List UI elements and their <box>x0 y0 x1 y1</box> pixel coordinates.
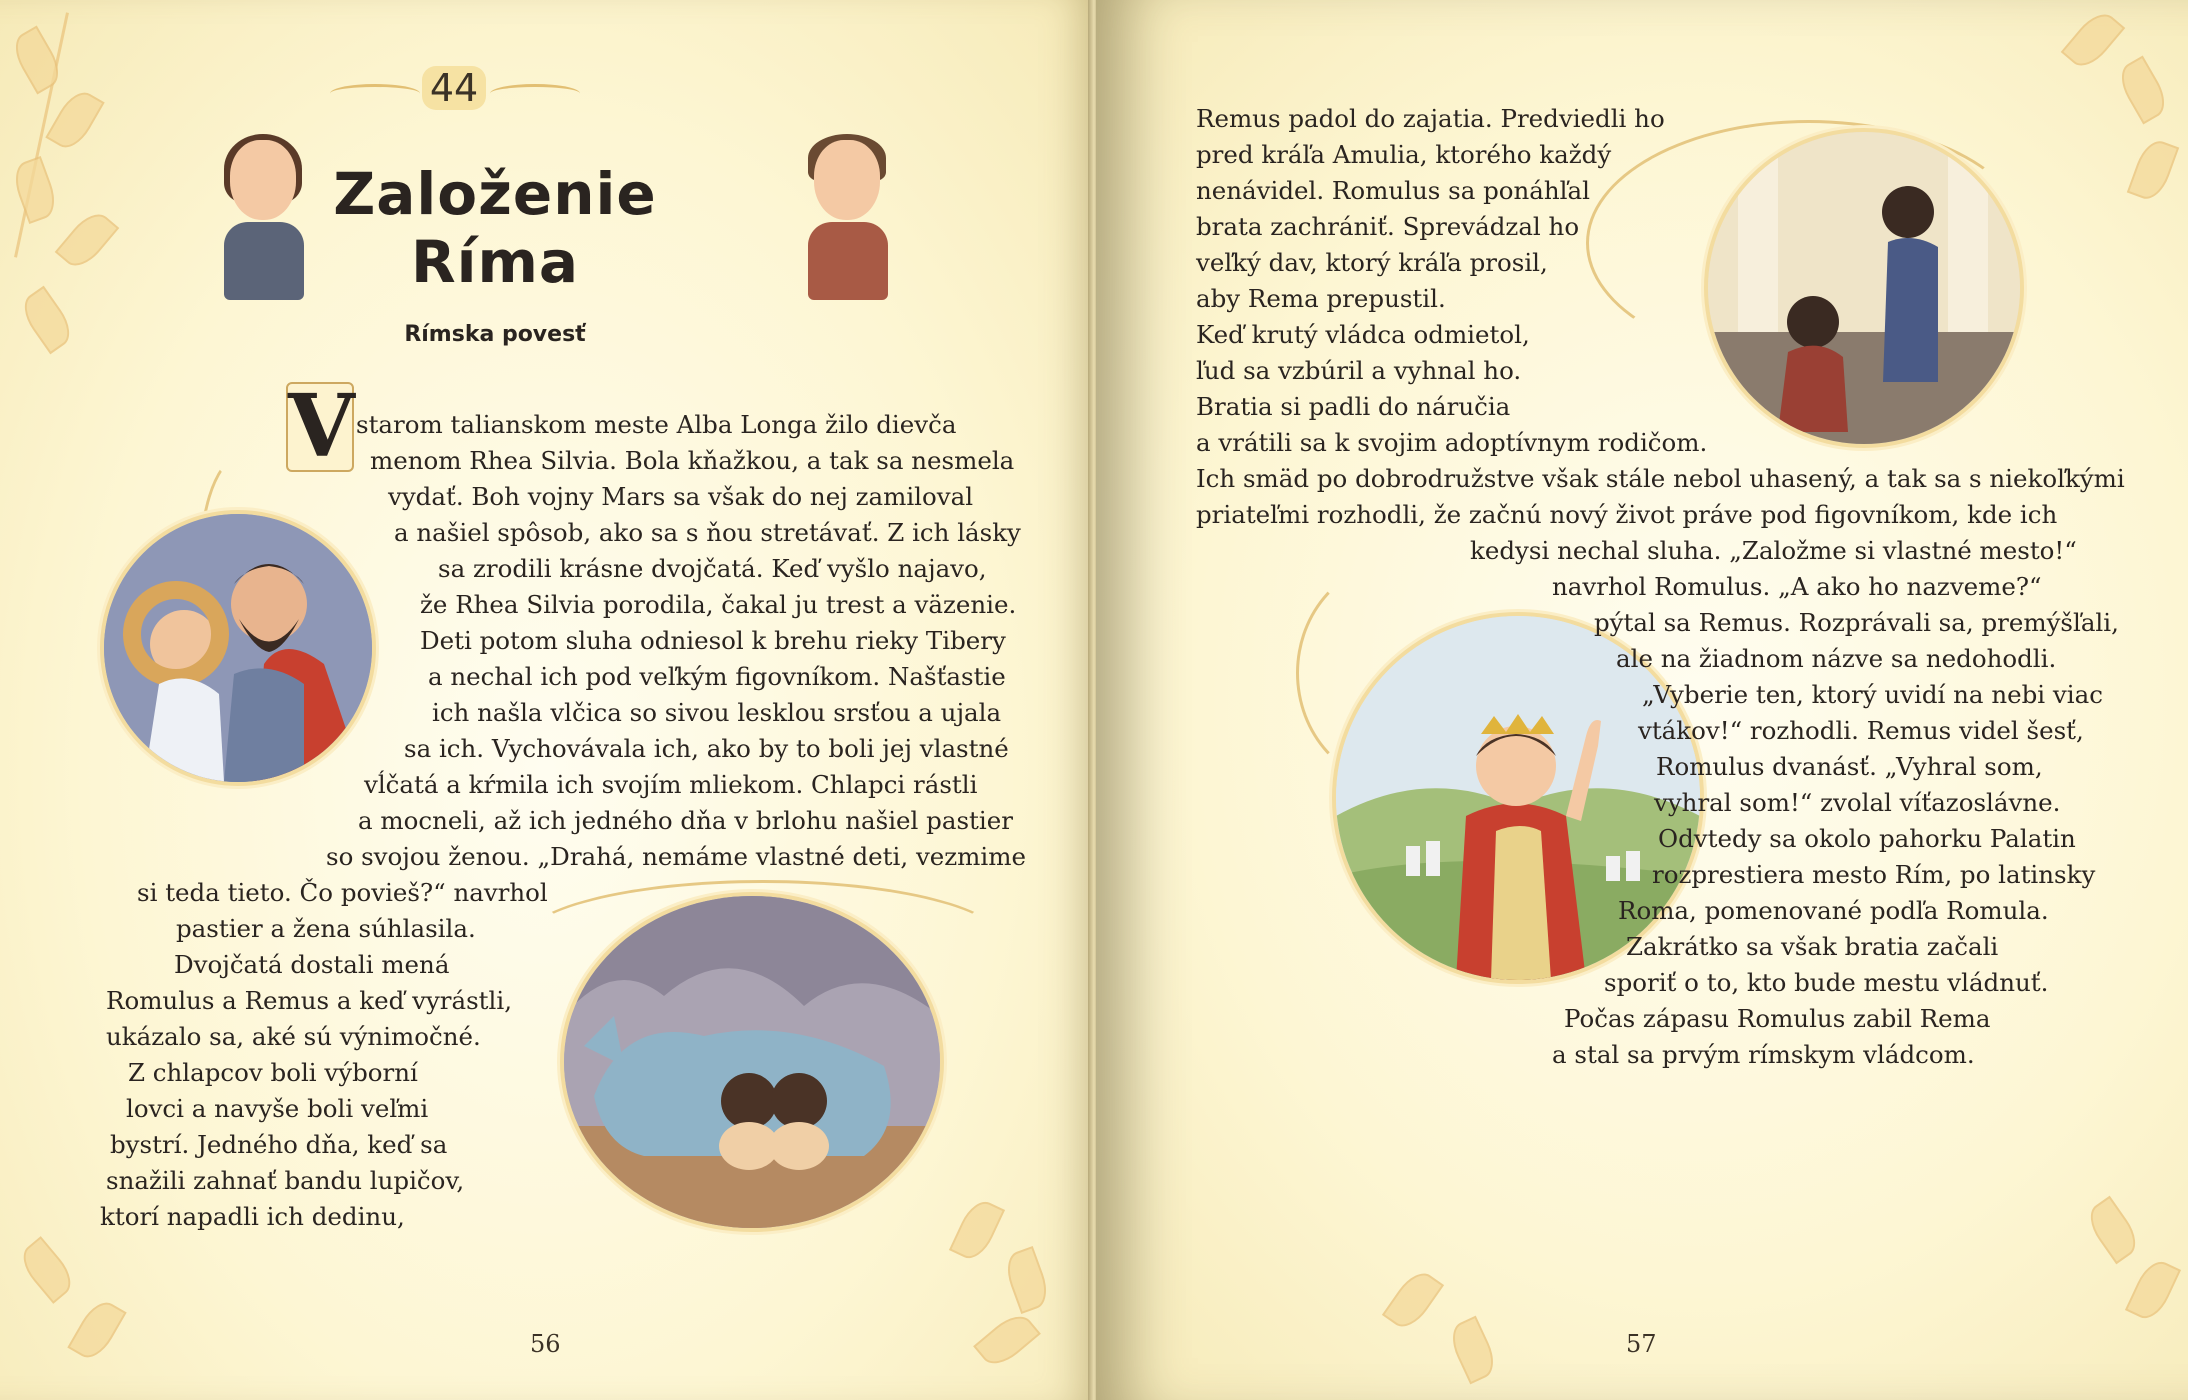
text-line: a mocneli, až ich jedného dňa v brlohu našiel pastier <box>358 806 1013 835</box>
text-line: nenávidel. Romulus sa ponáhľal <box>1196 176 1590 205</box>
text-line: navrhol Romulus. „A ako ho nazveme?“ <box>1552 572 2042 601</box>
right-page <box>1096 0 2188 1400</box>
text-line: priateľmi rozhodli, že začnú nový život práve pod figovníkom, kde ich <box>1196 500 2058 529</box>
leaf-ornament <box>2082 1196 2144 1265</box>
leaf-ornament <box>2061 6 2126 74</box>
text-line: Romulus dvanásť. „Vyhral som, <box>1656 752 2043 781</box>
text-line: Remus padol do zajatia. Predviedli ho <box>1196 104 1665 133</box>
text-line: ale na žiadnom názve sa nedohodli. <box>1616 644 2057 673</box>
text-line: si teda tieto. Čo povieš?“ navrhol <box>137 878 548 907</box>
text-line: a našiel spôsob, ako sa s ňou stretávať. Z ich lásky <box>394 518 1021 547</box>
page-number: 57 <box>1626 1330 1657 1358</box>
text-line: Počas zápasu Romulus zabil Rema <box>1564 1004 1991 1033</box>
text-line: kedysi nechal sluha. „Založme si vlastné mesto!“ <box>1470 536 2077 565</box>
title-line-1: Založenie <box>333 160 657 228</box>
text-line: menom Rhea Silvia. Bola kňažkou, a tak sa nesmela <box>370 446 1015 475</box>
swirl-ornament <box>490 84 580 103</box>
story-title <box>330 160 660 296</box>
swirl-ornament <box>330 84 420 103</box>
text-line: ktorí napadli ich dedinu, <box>100 1202 405 1231</box>
leaf-ornament <box>16 286 78 355</box>
text-line: Dvojčatá dostali mená <box>174 950 450 979</box>
romulus-figure <box>798 140 898 300</box>
leaf-ornament <box>2125 1256 2181 1325</box>
text-line: pastier a žena súhlasila. <box>176 914 476 943</box>
text-line: Deti potom sluha odniesol k brehu rieky Tibery <box>420 626 1006 655</box>
text-line: vydať. Boh vojny Mars sa však do nej zamiloval <box>388 482 974 511</box>
text-line: Ich smäd po dobrodružstve však stále nebol uhasený, a tak sa s niekoľkými <box>1196 464 2125 493</box>
text-line: vyhral som!“ zvolal víťazoslávne. <box>1654 788 2061 817</box>
story-subtitle: Rímska povesť <box>404 322 586 347</box>
text-line: lovci a navyše boli veľmi <box>126 1094 429 1123</box>
text-line: pred kráľa Amulia, ktorého každý <box>1196 140 1612 169</box>
text-line: že Rhea Silvia porodila, čakal ju trest a väzenie. <box>420 590 1017 619</box>
text-line: bystrí. Jedného dňa, keď sa <box>110 1130 448 1159</box>
leaf-ornament <box>2113 56 2172 125</box>
text-line: „Vyberie ten, ktorý uvidí na nebi viac <box>1642 680 2103 709</box>
title-line-2: Ríma <box>410 228 580 296</box>
text-line: Keď krutý vládca odmietol, <box>1196 320 1530 349</box>
text-line: Romulus a Remus a keď vyrástli, <box>106 986 512 1015</box>
text-line: sa ich. Vychovávala ich, ako by to boli jej vlastné <box>404 734 1009 763</box>
text-line: sa zrodili krásne dvojčatá. Keď vyšlo najavo, <box>438 554 987 583</box>
page-number: 56 <box>530 1330 561 1358</box>
text-line: vtákov!“ rozhodli. Remus videl šesť, <box>1638 716 2084 745</box>
leaf-ornament <box>9 156 61 224</box>
leaf-ornament <box>55 206 120 274</box>
text-line: brata zachrániť. Sprevádzal ho <box>1196 212 1580 241</box>
leaf-ornament <box>1382 1266 1444 1335</box>
text-line: Zakrátko sa však bratia začali <box>1626 932 1999 961</box>
story-number: 44 <box>422 66 486 110</box>
leaf-ornament <box>15 1236 80 1304</box>
wolf-twins-illustration <box>560 892 944 1232</box>
left-page <box>0 0 1092 1400</box>
brothers-reunion-illustration <box>1704 128 2024 448</box>
text-line: snažili zahnať bandu lupičov, <box>106 1166 465 1195</box>
text-line: a vrátili sa k svojim adoptívnym rodičom. <box>1196 428 1708 457</box>
text-line: veľký dav, ktorý kráľa prosil, <box>1196 248 1548 277</box>
leaf-ornament <box>2127 136 2179 204</box>
text-line: Z chlapcov boli výborní <box>128 1058 418 1087</box>
text-line: pýtal sa Remus. Rozprávali sa, premýšľali, <box>1594 608 2119 637</box>
text-line: Odvtedy sa okolo pahorku Palatin <box>1658 824 2076 853</box>
text-line: aby Rema prepustil. <box>1196 284 1446 313</box>
text-line: a stal sa prvým rímskym vládcom. <box>1552 1040 1975 1069</box>
text-line: starom talianskom meste Alba Longa žilo dievča <box>356 410 957 439</box>
text-line: sporiť o to, kto bude mestu vládnuť. <box>1604 968 2049 997</box>
drop-cap: V <box>288 376 355 477</box>
story-number-badge <box>330 58 580 118</box>
leaf-ornament <box>973 1308 1041 1373</box>
text-line: vĺčatá a kŕmila ich svojím mliekom. Chlapci rástli <box>364 770 978 799</box>
text-line: ich našla vlčica so sivou lesklou srsťou a ujala <box>432 698 1002 727</box>
rhea-silvia-figure <box>214 140 314 300</box>
text-line: Bratia si padli do náručia <box>1196 392 1511 421</box>
leaf-ornament <box>67 1296 126 1365</box>
text-line: rozprestiera mesto Rím, po latinsky <box>1652 860 2096 889</box>
text-line: a nechal ich pod veľkým figovníkom. Našťastie <box>428 662 1006 691</box>
text-line: ukázalo sa, aké sú výnimočné. <box>106 1022 481 1051</box>
text-line: so svojou ženou. „Drahá, nemáme vlastné deti, vezmime <box>326 842 1026 871</box>
text-line: Roma, pomenované podľa Romula. <box>1618 896 2049 925</box>
mars-rhea-illustration <box>100 510 376 786</box>
leaf-ornament <box>45 86 104 155</box>
leaf-ornament <box>949 1196 1005 1265</box>
leaf-ornament <box>1445 1316 1501 1385</box>
text-line: ľud sa vzbúril a vyhnal ho. <box>1196 356 1522 385</box>
leaf-ornament <box>1001 1246 1053 1314</box>
